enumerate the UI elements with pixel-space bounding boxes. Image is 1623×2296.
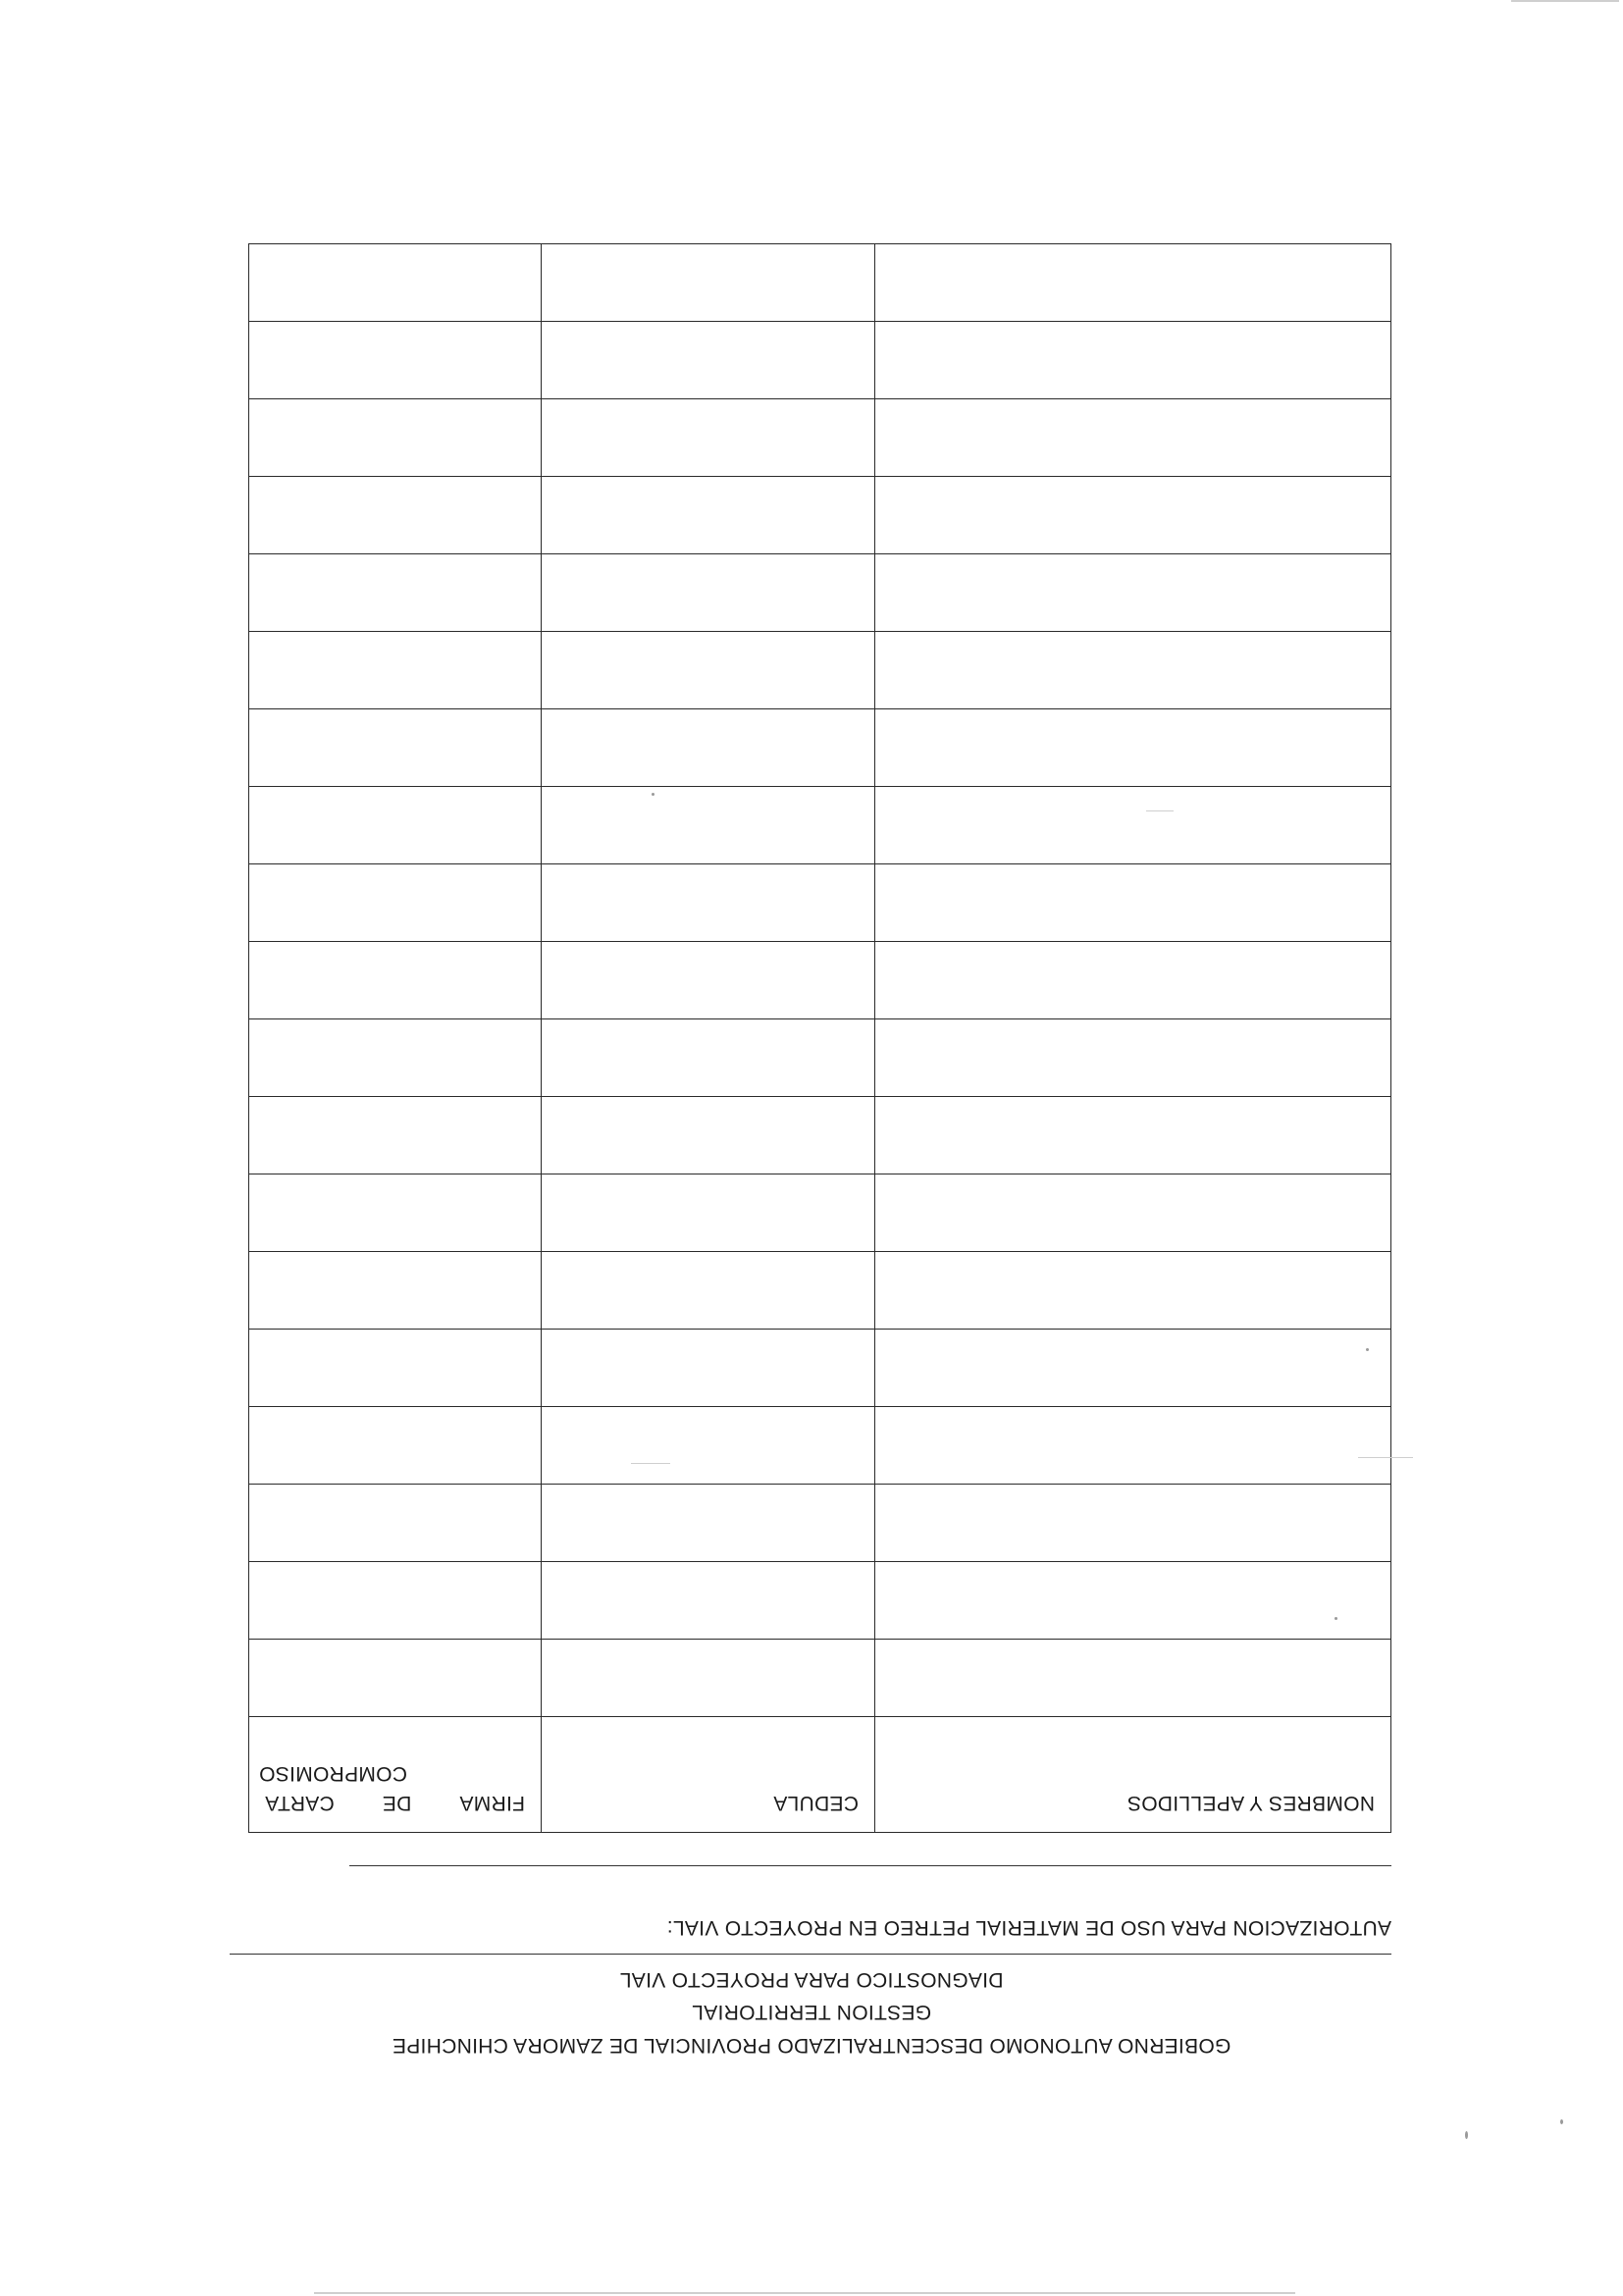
table-row bbox=[249, 1019, 1391, 1097]
id-cell[interactable] bbox=[542, 322, 875, 399]
column-header-names bbox=[875, 1717, 1391, 1833]
scan-speck bbox=[1465, 2131, 1468, 2139]
column-header-id-label: CEDULA bbox=[773, 1792, 859, 1814]
name-cell[interactable] bbox=[875, 244, 1391, 322]
table-row bbox=[249, 477, 1391, 554]
signature-cell[interactable] bbox=[249, 244, 542, 322]
id-cell[interactable] bbox=[542, 554, 875, 632]
id-cell[interactable] bbox=[542, 1019, 875, 1097]
signature-cell[interactable] bbox=[249, 1252, 542, 1330]
table-row bbox=[249, 632, 1391, 709]
table-row bbox=[249, 709, 1391, 787]
scan-speck bbox=[1335, 1617, 1337, 1620]
signature-table-body bbox=[249, 244, 1391, 1717]
table-row bbox=[249, 554, 1391, 632]
table-row bbox=[249, 942, 1391, 1019]
scan-smudge bbox=[1358, 1457, 1413, 1458]
signature-cell[interactable] bbox=[249, 942, 542, 1019]
signature-cell[interactable] bbox=[249, 1640, 542, 1717]
header-project: DIAGNOSTICO PARA PROYECTO VIAL bbox=[619, 1968, 1004, 1991]
id-cell[interactable] bbox=[542, 709, 875, 787]
scan-smudge bbox=[1146, 810, 1174, 811]
signature-cell[interactable] bbox=[249, 399, 542, 477]
authorization-title: AUTORIZACION PARA USO DE MATERIAL PETREO EN PROYECTO VIAL: bbox=[666, 1916, 1391, 1939]
signature-table bbox=[248, 243, 1391, 1833]
table-row bbox=[249, 1097, 1391, 1174]
name-cell[interactable] bbox=[875, 787, 1391, 864]
id-cell[interactable] bbox=[542, 1640, 875, 1717]
column-header-signature bbox=[249, 1717, 542, 1833]
scan-speck bbox=[1366, 1348, 1369, 1351]
header-department: GESTION TERRITORIAL bbox=[691, 2001, 932, 2023]
name-cell[interactable] bbox=[875, 477, 1391, 554]
name-cell[interactable] bbox=[875, 864, 1391, 942]
table-row bbox=[249, 1407, 1391, 1485]
header-institution: GOBIERNO AUTONOMO DESCENTRALIZADO PROVINCIAL DE ZAMORA CHINCHIPE bbox=[392, 2034, 1231, 2057]
signature-cell[interactable] bbox=[249, 632, 542, 709]
table-row bbox=[249, 1330, 1391, 1407]
name-cell[interactable] bbox=[875, 322, 1391, 399]
id-cell[interactable] bbox=[542, 787, 875, 864]
authorization-underline bbox=[349, 1865, 1391, 1866]
table-row bbox=[249, 399, 1391, 477]
signature-cell[interactable] bbox=[249, 554, 542, 632]
name-cell[interactable] bbox=[875, 1330, 1391, 1407]
scan-smudge bbox=[631, 1463, 670, 1464]
id-cell[interactable] bbox=[542, 399, 875, 477]
signature-cell[interactable] bbox=[249, 787, 542, 864]
id-cell[interactable] bbox=[542, 1097, 875, 1174]
id-cell[interactable] bbox=[542, 1252, 875, 1330]
table-row bbox=[249, 1252, 1391, 1330]
name-cell[interactable] bbox=[875, 942, 1391, 1019]
id-cell[interactable] bbox=[542, 1174, 875, 1252]
signature-cell[interactable] bbox=[249, 864, 542, 942]
table-row bbox=[249, 244, 1391, 322]
name-cell[interactable] bbox=[875, 1252, 1391, 1330]
table-header-row bbox=[249, 1717, 1391, 1833]
name-cell[interactable] bbox=[875, 709, 1391, 787]
id-cell[interactable] bbox=[542, 1562, 875, 1640]
column-header-names-label: NOMBRES Y APELLIDOS bbox=[1126, 1792, 1375, 1814]
table-row bbox=[249, 1640, 1391, 1717]
scan-edge-mark-bottom bbox=[314, 2292, 1295, 2294]
scan-edge-mark bbox=[1511, 0, 1619, 2]
signature-cell[interactable] bbox=[249, 1407, 542, 1485]
signature-header-word-1: FIRMA bbox=[459, 1792, 525, 1814]
signature-cell[interactable] bbox=[249, 1485, 542, 1562]
column-header-id bbox=[542, 1717, 875, 1833]
table-row bbox=[249, 1562, 1391, 1640]
signature-cell[interactable] bbox=[249, 1330, 542, 1407]
id-cell[interactable] bbox=[542, 244, 875, 322]
signature-header-word-3: CARTA bbox=[265, 1792, 335, 1814]
id-cell[interactable] bbox=[542, 864, 875, 942]
id-cell[interactable] bbox=[542, 1407, 875, 1485]
table-row bbox=[249, 322, 1391, 399]
signature-cell[interactable] bbox=[249, 1174, 542, 1252]
name-cell[interactable] bbox=[875, 1485, 1391, 1562]
name-cell[interactable] bbox=[875, 1640, 1391, 1717]
name-cell[interactable] bbox=[875, 554, 1391, 632]
name-cell[interactable] bbox=[875, 1019, 1391, 1097]
signature-header-word-4: COMPROMISO bbox=[258, 1762, 407, 1785]
scan-speck bbox=[652, 793, 654, 796]
signature-cell[interactable] bbox=[249, 1019, 542, 1097]
table-row bbox=[249, 864, 1391, 942]
signature-cell[interactable] bbox=[249, 709, 542, 787]
name-cell[interactable] bbox=[875, 632, 1391, 709]
signature-cell[interactable] bbox=[249, 322, 542, 399]
id-cell[interactable] bbox=[542, 477, 875, 554]
id-cell[interactable] bbox=[542, 1485, 875, 1562]
header-divider bbox=[230, 1954, 1391, 1955]
name-cell[interactable] bbox=[875, 1174, 1391, 1252]
id-cell[interactable] bbox=[542, 1330, 875, 1407]
table-row bbox=[249, 1485, 1391, 1562]
signature-cell[interactable] bbox=[249, 1562, 542, 1640]
scan-speck bbox=[1560, 2119, 1563, 2124]
signature-cell[interactable] bbox=[249, 1097, 542, 1174]
id-cell[interactable] bbox=[542, 942, 875, 1019]
name-cell[interactable] bbox=[875, 1097, 1391, 1174]
name-cell[interactable] bbox=[875, 399, 1391, 477]
signature-header-word-2: DE bbox=[382, 1792, 412, 1814]
table-row bbox=[249, 787, 1391, 864]
id-cell[interactable] bbox=[542, 632, 875, 709]
table-row bbox=[249, 1174, 1391, 1252]
name-cell[interactable] bbox=[875, 1407, 1391, 1485]
name-cell[interactable] bbox=[875, 1562, 1391, 1640]
signature-cell[interactable] bbox=[249, 477, 542, 554]
